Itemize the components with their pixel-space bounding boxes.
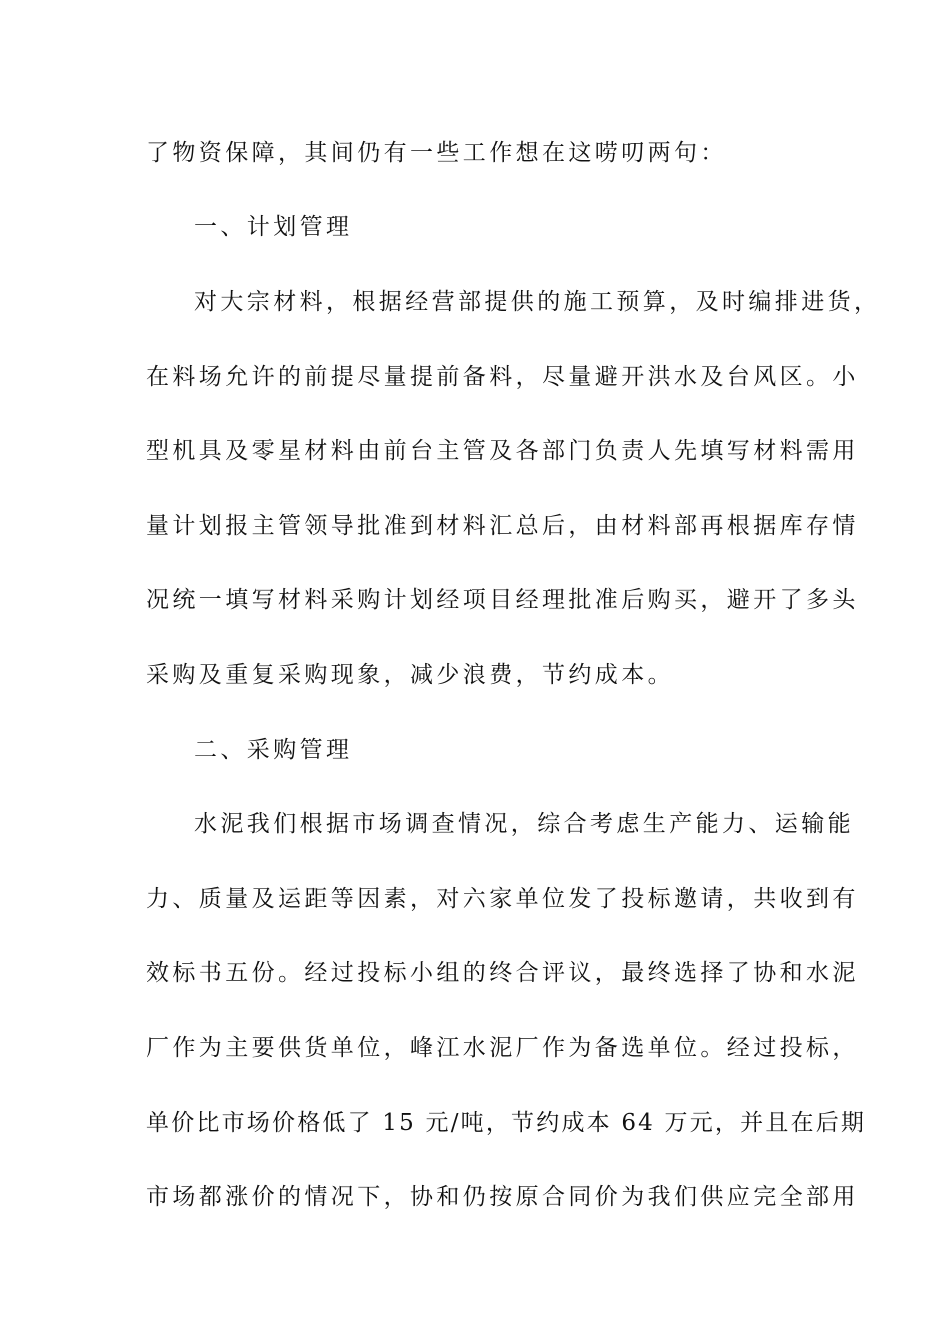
paragraph-line-4: 在料场允许的前提尽量提前备料，尽量避开洪水及台风区。小	[146, 364, 859, 390]
section-heading-plan-management: 一、计划管理	[194, 214, 353, 240]
paragraph-line-10: 水泥我们根据市场调查情况，综合考虑生产能力、运输能	[194, 811, 854, 837]
section-heading-purchase-management: 二、采购管理	[194, 737, 353, 763]
paragraph-line-7: 况统一填写材料采购计划经项目经理批准后购买，避开了多头	[146, 587, 859, 613]
paragraph-line-8: 采购及重复采购现象，减少浪费，节约成本。	[146, 662, 674, 688]
paragraph-line-1: 了物资保障，其间仍有一些工作想在这唠叨两句：	[146, 140, 727, 166]
paragraph-line-15: 市场都涨价的情况下，协和仍按原合同价为我们供应完全部用	[146, 1184, 859, 1210]
paragraph-line-5: 型机具及零星材料由前台主管及各部门负责人先填写材料需用	[146, 438, 859, 464]
paragraph-line-14: 单价比市场价格低了 15 元/吨，节约成本 64 万元，并且在后期	[146, 1110, 867, 1136]
paragraph-line-6: 量计划报主管领导批准到材料汇总后，由材料部再根据库存情	[146, 513, 859, 539]
paragraph-line-11: 力、质量及运距等因素，对六家单位发了投标邀请，共收到有	[146, 886, 859, 912]
paragraph-line-3: 对大宗材料，根据经营部提供的施工预算，及时编排进货，	[194, 289, 881, 315]
paragraph-line-12: 效标书五份。经过投标小组的终合评议，最终选择了协和水泥	[146, 960, 859, 986]
paragraph-line-13: 厂作为主要供货单位，峰江水泥厂作为备选单位。经过投标，	[146, 1035, 859, 1061]
